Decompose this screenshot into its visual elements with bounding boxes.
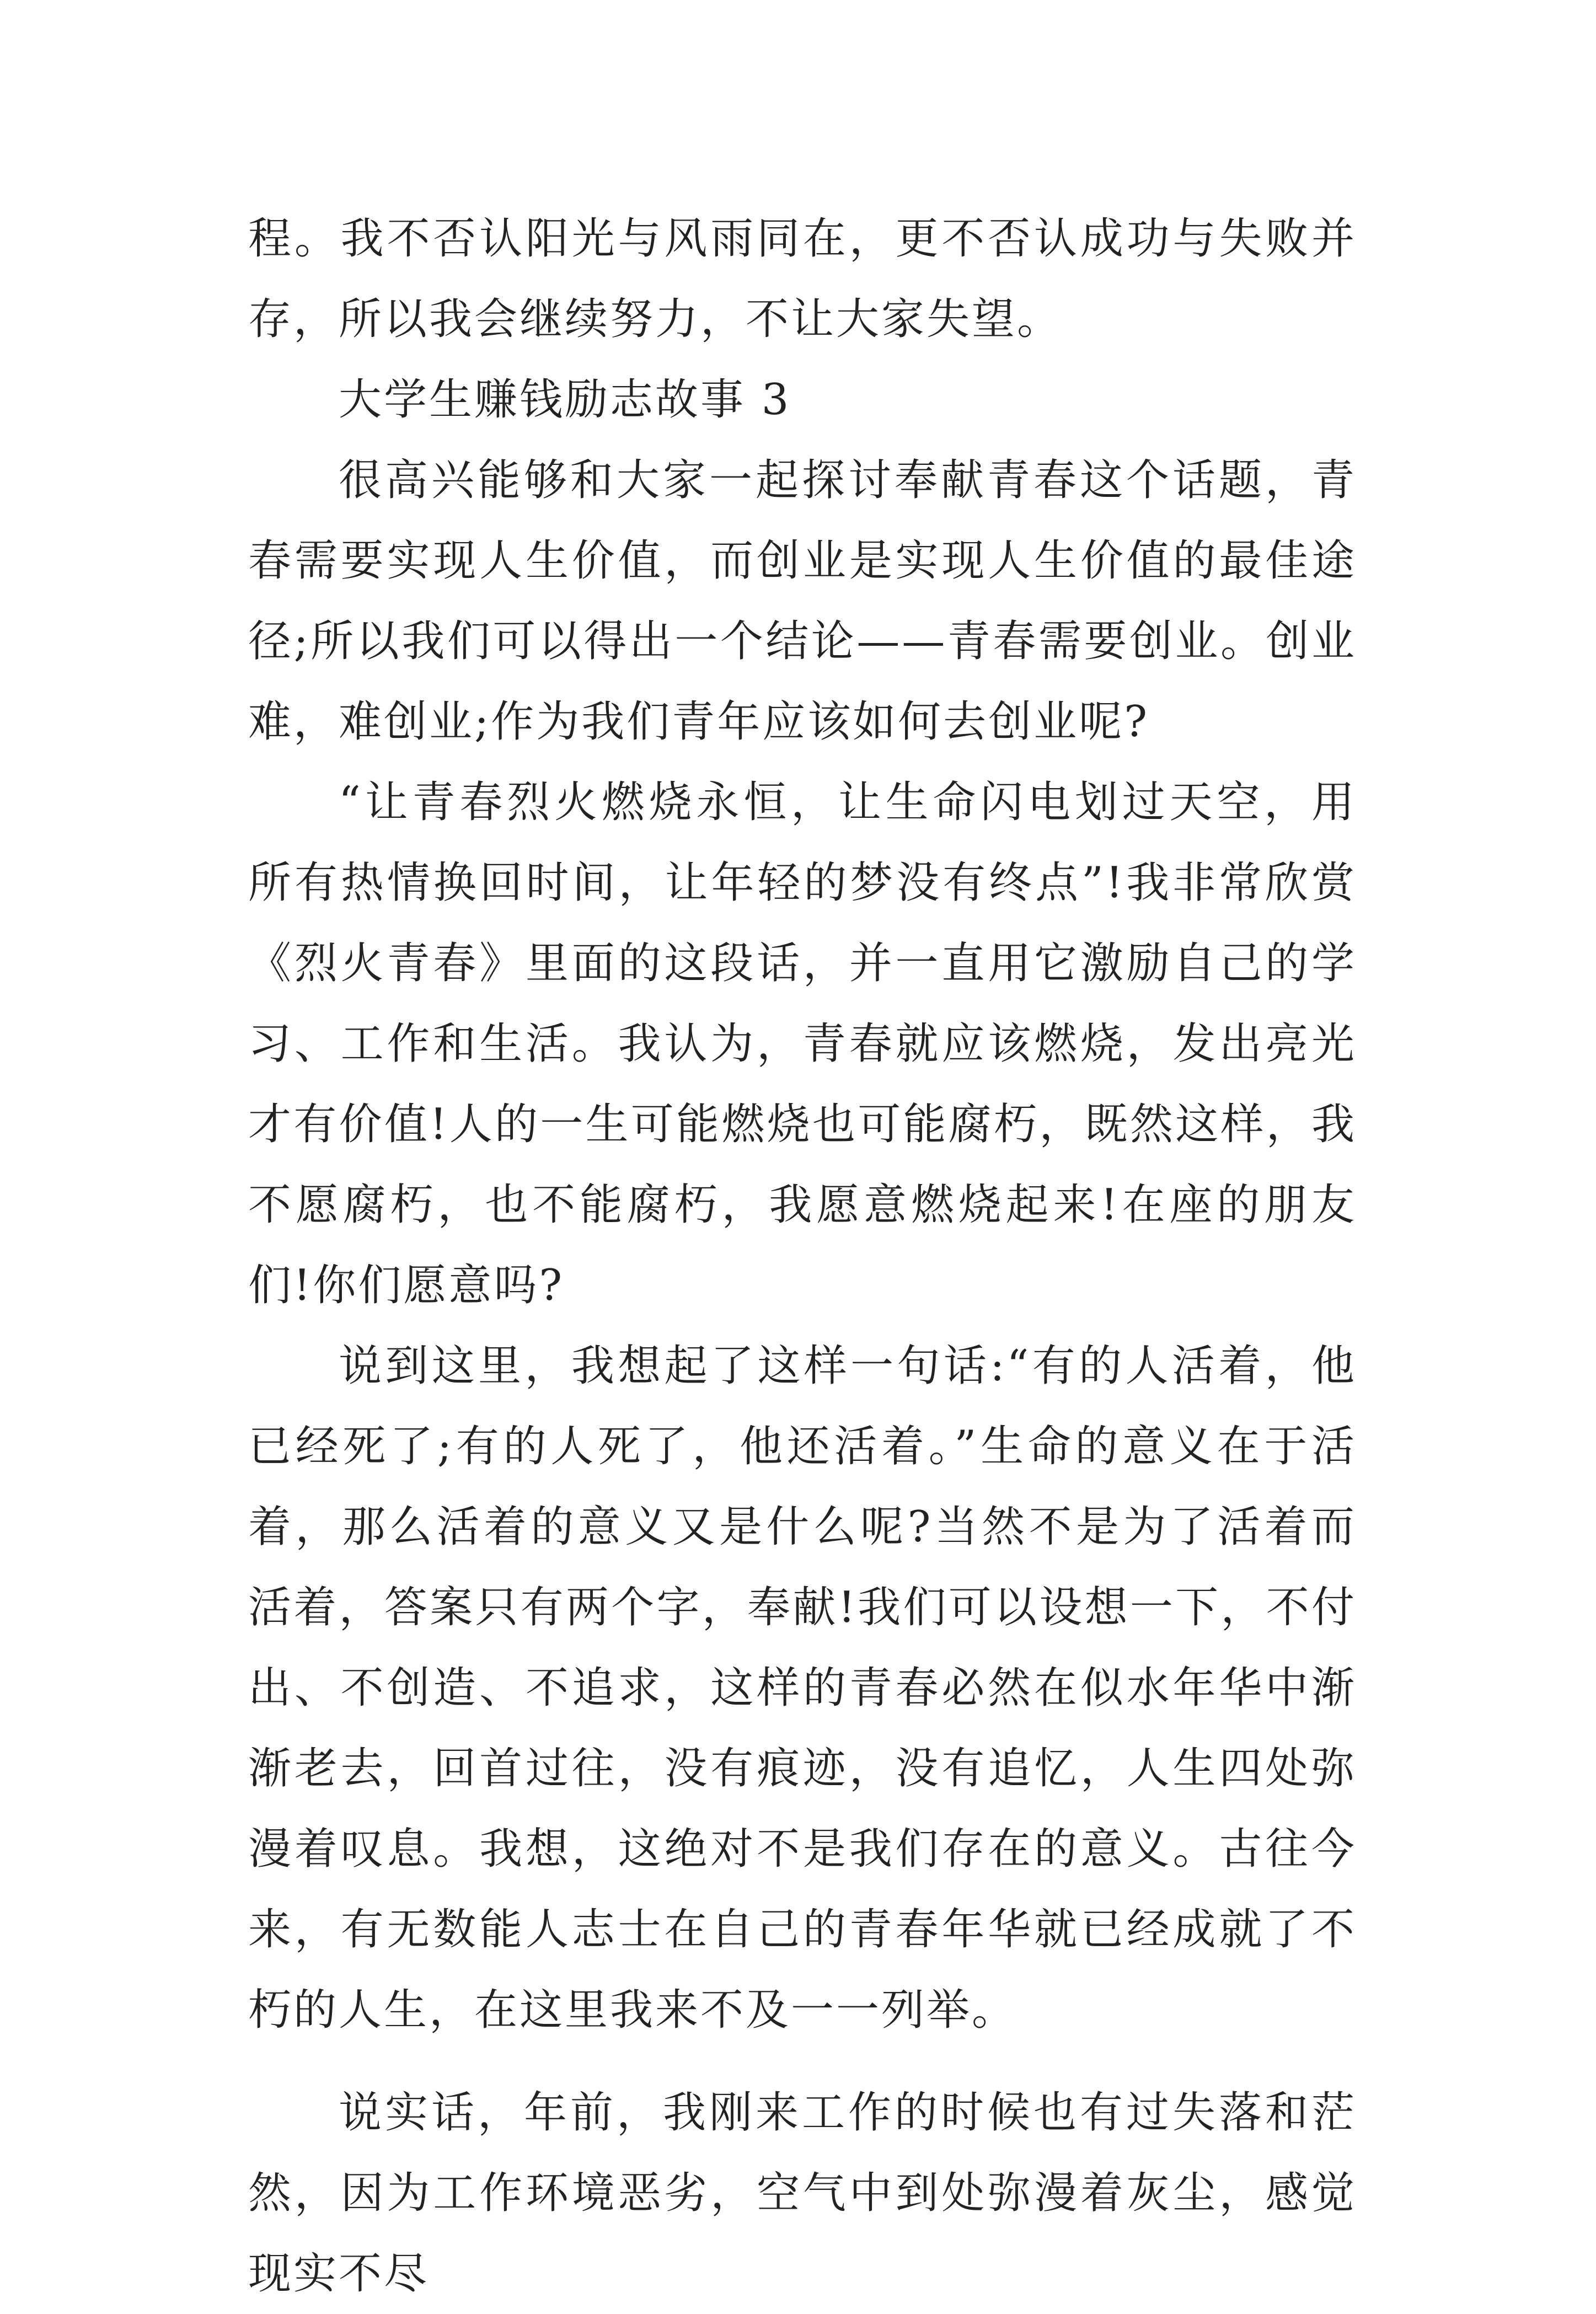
document-body <box>248 199 1357 2314</box>
paragraph-3: 说到这里，我想起了这样一句话:“有的人活着，他已经死了;有的人死了，他还活着。”生命的意义在于活着，那么活着的意义又是什么呢?当然不是为了活着而活着，答案只有两个字，奉献!我们可以设想一下，不付出、不创造、不追求，这样的青春必然在似水年华中渐渐老去，回首过往，没有痕迹，没有追忆，人生四处弥漫着叹息。我想，这绝对不是我们存在的意义。古往今来，有无数能人志士在自己的青春年华就已经成就了不朽的人生，在这里我来不及一一列举。 <box>248 1341 1357 2035</box>
section-heading: 大学生赚钱励志故事 3 <box>339 375 791 425</box>
paragraph-2: “让青春烈火燃烧永恒，让生命闪电划过天空，用所有热情换回时间，让年轻的梦没有终点”!我非常欣赏《烈火青春》里面的这段话，并一直用它激励自己的学习、工作和生活。我认为，青春就应该燃烧，发出亮光才有价值!人的一生可能燃烧也可能腐朽，既然这样，我不愿腐朽，也不能腐朽，我愿意燃烧起来!在座的朋友们!你们愿意吗? <box>248 778 1357 1310</box>
paragraph-spacer <box>248 2050 1357 2072</box>
paragraph-1: 很高兴能够和大家一起探讨奉献青春这个话题，青春需要实现人生价值，而创业是实现人生价值的最佳途径;所以我们可以得出一个结论——青春需要创业。创业难，难创业;作为我们青年应该如何去创业呢? <box>248 456 1357 747</box>
paragraph-4: 说实话，年前，我刚来工作的时候也有过失落和茫然，因为工作环境恶劣，空气中到处弥漫着灰尘，感觉现实不尽 <box>248 2088 1357 2299</box>
paragraph-continuation: 程。我不否认阳光与风雨同在，更不否认成功与失败并存，所以我会继续努力，不让大家失望。 <box>248 214 1357 344</box>
